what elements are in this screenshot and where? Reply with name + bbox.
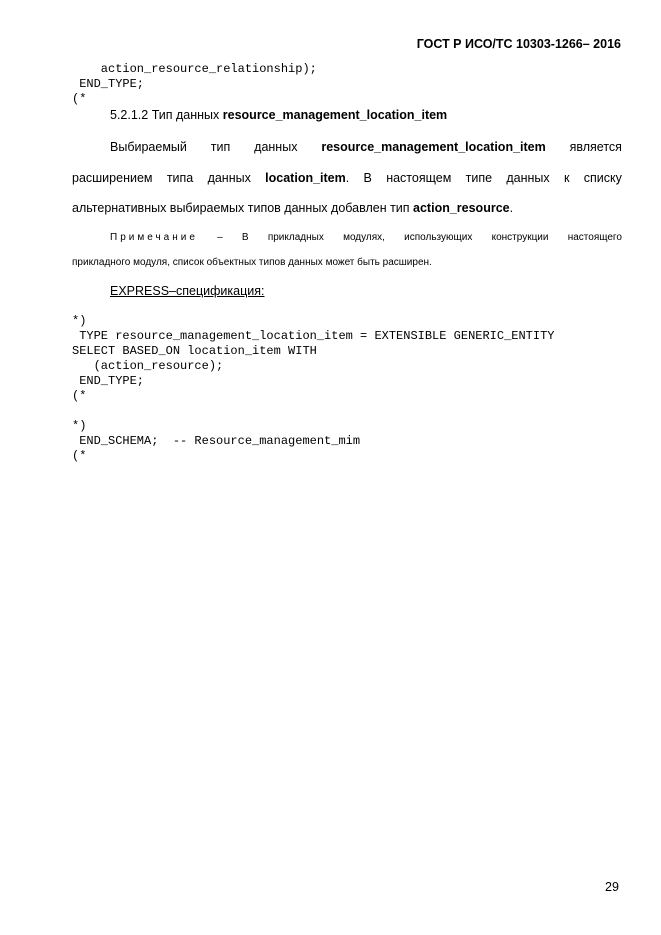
period: . xyxy=(509,201,514,215)
page-number: 29 xyxy=(605,880,619,894)
code-line: (* xyxy=(72,92,87,106)
term: action_resource xyxy=(413,201,510,215)
document-header: ГОСТ Р ИСО/ТС 10303-1266– 2016 xyxy=(416,37,621,51)
word: настоящего xyxy=(567,232,622,243)
word: данных xyxy=(506,171,550,185)
code-line: action_resource_relationship); xyxy=(72,62,317,76)
code-line: END_SCHEMA; -- Resource_management_mim xyxy=(72,434,361,448)
paragraph-line-2 xyxy=(72,171,622,185)
code-line: END_TYPE; xyxy=(72,77,145,91)
note-line-2: прикладного модуля, список объектных типов данных может быть расширен. xyxy=(72,257,432,268)
word: Выбираемый xyxy=(110,140,187,154)
code-line: TYPE resource_management_location_item = EXTENSIBLE GENERIC_ENTITY xyxy=(72,329,555,343)
word: списку xyxy=(583,171,622,185)
paragraph-line-1 xyxy=(110,140,622,154)
term-with-period xyxy=(265,171,349,185)
word: типе xyxy=(465,171,493,185)
code-line: (* xyxy=(72,389,87,403)
word: расширением xyxy=(72,171,153,185)
word: конструкции xyxy=(491,232,549,243)
code-line: END_TYPE; xyxy=(72,374,145,388)
word: В xyxy=(363,171,372,185)
word: данных xyxy=(207,171,251,185)
word: использующих xyxy=(404,232,473,243)
code-line: (* xyxy=(72,449,87,463)
word: настоящем xyxy=(386,171,452,185)
term: resource_management_location_item xyxy=(321,140,546,154)
paragraph-line-3 xyxy=(72,201,513,215)
code-line: *) xyxy=(72,314,87,328)
word: модулях, xyxy=(343,232,385,243)
section-heading-prefix: 5.2.1.2 Тип данных xyxy=(110,108,223,122)
period: . xyxy=(345,171,350,185)
code-line: SELECT BASED_ON location_item WITH xyxy=(72,344,317,358)
word: В xyxy=(241,232,249,243)
note-label: Примечание xyxy=(110,232,198,243)
section-heading-name: resource_management_location_item xyxy=(222,108,448,122)
code-line: *) xyxy=(72,419,87,433)
note-line-1 xyxy=(110,232,622,243)
word: типа xyxy=(166,171,194,185)
word: прикладных xyxy=(267,232,324,243)
word: данных xyxy=(254,140,298,154)
word: тип xyxy=(210,140,231,154)
express-spec-label: EXPRESS–спецификация: xyxy=(110,284,265,298)
text: альтернативных выбираемых типов данных добавлен тип xyxy=(72,201,414,215)
section-heading xyxy=(110,108,447,122)
note-dash: – xyxy=(217,232,223,243)
word: к xyxy=(563,171,570,185)
term: location_item xyxy=(265,171,346,185)
word: является xyxy=(569,140,622,154)
code-line: (action_resource); xyxy=(72,359,224,373)
